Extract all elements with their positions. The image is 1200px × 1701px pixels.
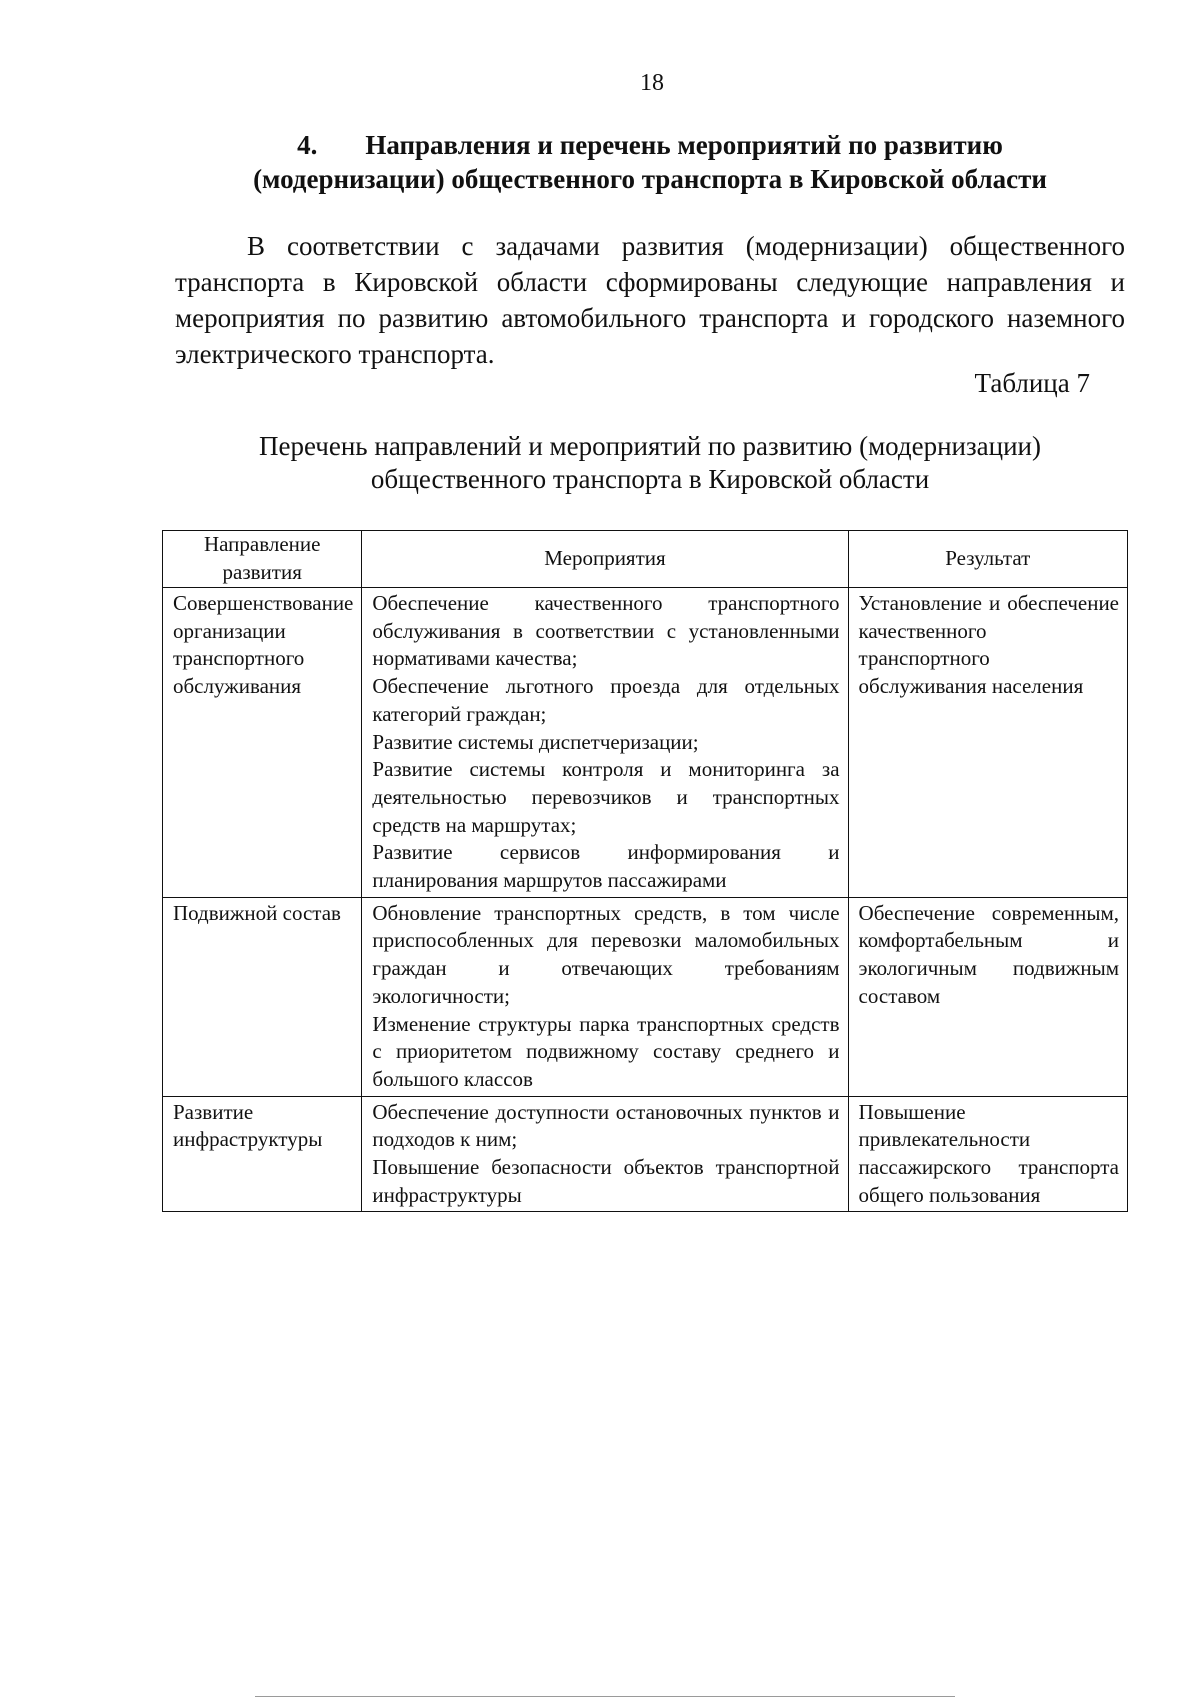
intro-paragraph: В соответствии с задачами развития (модернизации) общественного транспорта в Кировской области сформированы следующие направления и мероприятия по развитию автомобильного транспорта и городского наземного электрического транспорта. xyxy=(175,231,1125,369)
measures-table xyxy=(162,530,1128,1212)
measures-cell xyxy=(362,588,848,898)
measures-cell xyxy=(362,1096,848,1212)
section-heading-line-1 xyxy=(200,128,1100,162)
measure-item: Развитие системы диспетчеризации; xyxy=(372,729,699,754)
measure-item: Обновление транспортных средств, в том числе приспособленных для перевозки маломобильных граждан и отвечающих требованиям экологичности; xyxy=(372,900,840,1008)
measure-item: Обеспечение доступности остановочных пунктов и подходов к ним; xyxy=(372,1099,840,1152)
direction-cell: Развитие инфраструктуры xyxy=(163,1096,362,1212)
table-label: Таблица 7 xyxy=(974,368,1090,398)
measure-item: Изменение структуры парка транспортных средств с приоритетом подвижному составу среднего и большого классов xyxy=(372,1011,840,1091)
section-heading xyxy=(200,128,1100,196)
table-caption xyxy=(200,430,1100,496)
section-title-part-1: Направления и перечень мероприятий по развитию xyxy=(365,130,1003,160)
table-row xyxy=(163,1096,1128,1212)
page-number: 18 xyxy=(640,70,664,96)
header-result: Результат xyxy=(848,531,1127,588)
page-bottom-rule xyxy=(255,1696,955,1697)
header-direction: Направление развития xyxy=(163,531,362,588)
measure-item: Обеспечение льготного проезда для отдельных категорий граждан; xyxy=(372,674,840,726)
measure-item: Развитие системы контроля и мониторинга за деятельностью перевозчиков и транспортных средств на маршрутах; xyxy=(372,757,840,837)
result-cell: Установление и обеспечение качественного транспортного обслуживания населения xyxy=(848,588,1127,898)
table-header-row xyxy=(163,531,1128,588)
direction-cell: Совершенствование организации транспортного обслуживания xyxy=(163,588,362,898)
measure-item: Обеспечение качественного транспортного обслуживания в соответствии с установленными нормативами качества; xyxy=(372,591,840,671)
direction-cell: Подвижной состав xyxy=(163,897,362,1096)
result-cell: Обеспечение современным, комфортабельным и экологичным подвижным составом xyxy=(848,897,1127,1096)
measures-cell xyxy=(362,897,848,1096)
header-measures: Мероприятия xyxy=(362,531,848,588)
result-cell: Повышение привлекательности пассажирского транспорта общего пользования xyxy=(848,1096,1127,1212)
measure-item: Повышение безопасности объектов транспортной инфраструктуры xyxy=(372,1155,840,1207)
table-caption-line-2: общественного транспорта в Кировской области xyxy=(370,464,930,494)
section-number: 4. xyxy=(297,130,318,160)
measure-item: Развитие сервисов информирования и планирования маршрутов пассажирами xyxy=(372,840,840,893)
section-title-part-2: (модернизации) общественного транспорта в Кировской области xyxy=(253,164,1047,194)
table-row xyxy=(163,897,1128,1096)
table-caption-line-1: Перечень направлений и мероприятий по развитию (модернизации) xyxy=(259,431,1041,461)
table-row xyxy=(163,588,1128,898)
